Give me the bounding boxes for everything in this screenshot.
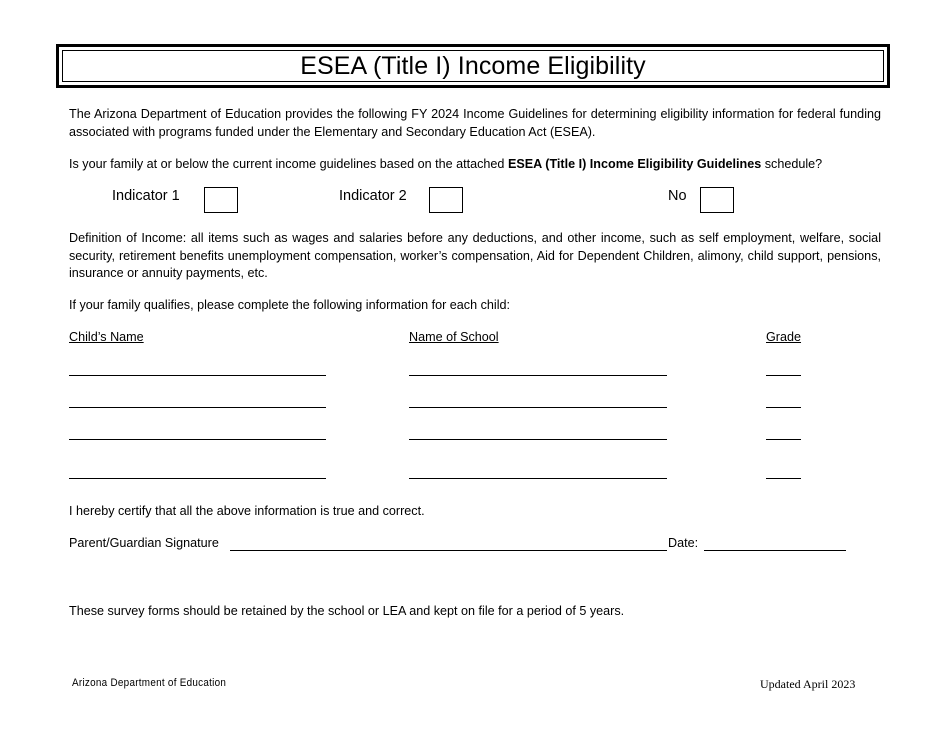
no-checkbox[interactable]	[700, 187, 734, 213]
child-name-field[interactable]	[69, 407, 326, 408]
footer-organization: Arizona Department of Education	[72, 677, 227, 689]
grade-field[interactable]	[766, 375, 801, 376]
signature-field[interactable]	[230, 550, 667, 551]
certification-statement: I hereby certify that all the above information is true and correct.	[69, 504, 425, 518]
grade-field[interactable]	[766, 439, 801, 440]
page-title: ESEA (Title I) Income Eligibility	[62, 50, 884, 82]
school-name-field[interactable]	[409, 375, 667, 376]
question-bold: ESEA (Title I) Income Eligibility Guidelines	[507, 157, 762, 171]
grade-field[interactable]	[766, 407, 801, 408]
school-name-field[interactable]	[409, 478, 667, 479]
date-field[interactable]	[704, 550, 846, 551]
child-name-field[interactable]	[69, 375, 326, 376]
intro-paragraph: The Arizona Department of Education provides the following FY 2024 Income Guidelines for determining eligibility information for federal funding associated with programs funded under the Elementary and Secondary Education Act (ESEA).	[69, 107, 881, 139]
date-label: Date:	[668, 536, 699, 550]
question-prefix: Is your family at or below the current income guidelines based on the attached	[69, 157, 508, 171]
indicator-2-label: Indicator 2	[339, 188, 407, 204]
question-suffix: schedule?	[761, 157, 823, 171]
footer-updated-date: Updated April 2023	[760, 677, 856, 691]
child-name-header: Child’s Name	[69, 330, 144, 344]
indicator-1-checkbox[interactable]	[204, 187, 238, 213]
child-name-field[interactable]	[69, 478, 326, 479]
no-label: No	[668, 188, 687, 204]
qualifies-instruction: If your family qualifies, please complete the following information for each child:	[69, 298, 511, 312]
income-definition: Definition of Income: all items such as wages and salaries before any deductions, and other income, such as self employment, welfare, social security, retirement benefits unemployment compensation, worker’s compensation, Aid for Dependent Children, alimony, child support, pensions, insurance or annuity payments, etc.	[69, 231, 881, 280]
grade-header: Grade	[766, 330, 802, 344]
child-name-field[interactable]	[69, 439, 326, 440]
school-name-field[interactable]	[409, 439, 667, 440]
grade-field[interactable]	[766, 478, 801, 479]
signature-label: Parent/Guardian Signature	[69, 536, 219, 550]
indicator-1-label: Indicator 1	[112, 188, 180, 204]
title-frame	[56, 44, 890, 88]
retention-notice: These survey forms should be retained by the school or LEA and kept on file for a period of 5 years.	[69, 604, 625, 618]
school-name-header: Name of School	[409, 330, 499, 344]
school-name-field[interactable]	[409, 407, 667, 408]
eligibility-question	[69, 156, 881, 174]
indicator-2-checkbox[interactable]	[429, 187, 463, 213]
